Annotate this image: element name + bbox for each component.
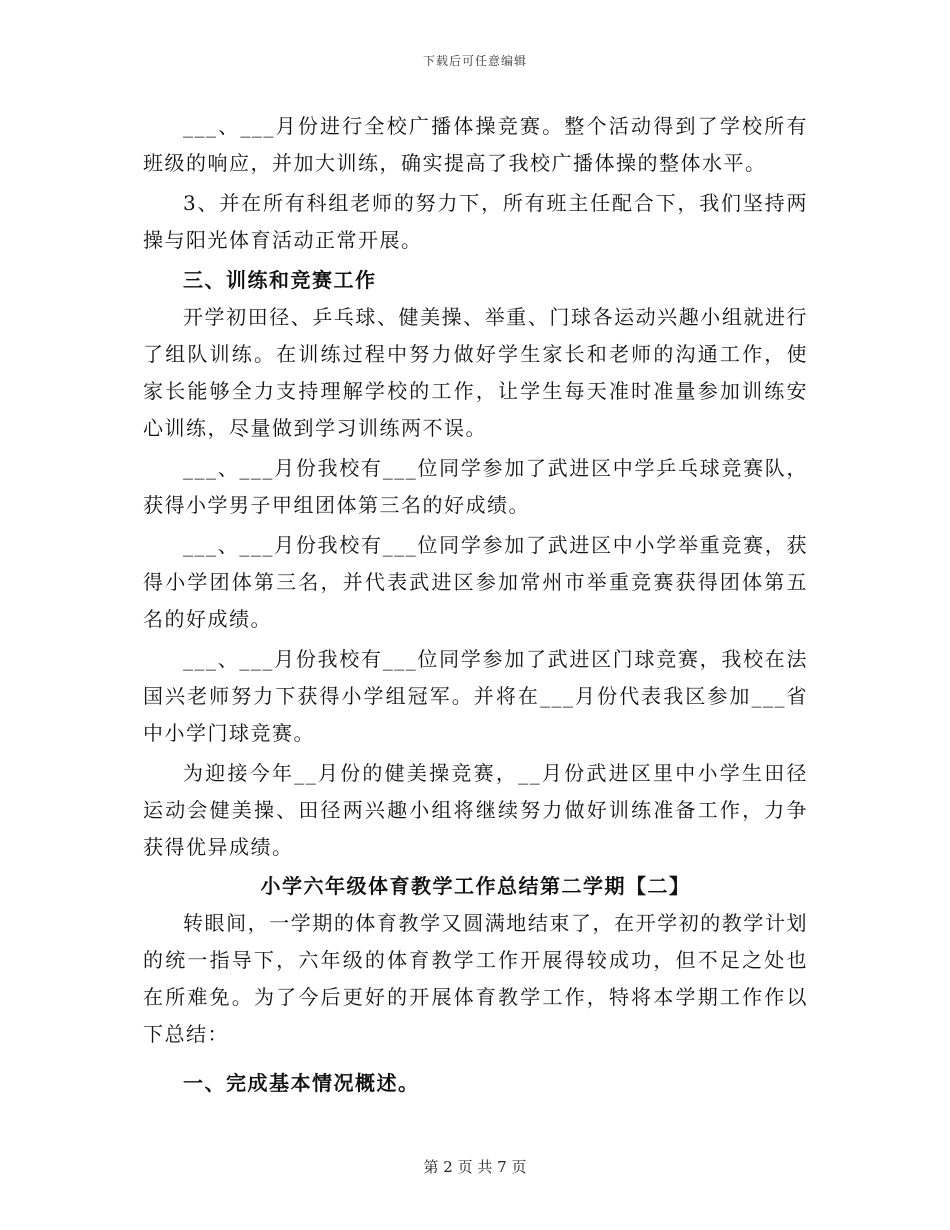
paragraph-semester-summary: 转眼间，一学期的体育教学又圆满地结束了，在开学初的教学计划的统一指导下，六年级的体育教学工作开展得较成功，但不足之处也在所难免。为了今后更好的开展体育教学工作，特将本学期工作作以下总结： — [143, 911, 808, 1046]
heading-training-competition: 三、训练和竞赛工作 — [183, 268, 377, 292]
paragraph-two-exercises: 3、并在所有科组老师的努力下，所有班主任配合下，我们坚持两操与阳光体育活动正常开展。 — [143, 191, 808, 252]
page-number: 第 2 页 共 7 页 — [423, 1158, 527, 1176]
paragraph-table-tennis: ___、___月份我校有___位同学参加了武进区中学乒乓球竞赛队，获得小学男子甲组团体第三名的好成绩。 — [143, 456, 808, 517]
paragraph-interest-groups: 开学初田径、乒乓球、健美操、举重、门球各运动兴趣小组就进行了组队训练。在训练过程中努力做好学生家长和老师的沟通工作，使家长能够全力支持理解学校的工作，让学生每天准时准量参加训练安心训练，尽量做到学习训练两不误。 — [143, 305, 808, 440]
paragraph-aerobics-track: 为迎接今年__月份的健美操竞赛，__月份武进区里中小学生田径运动会健美操、田径两兴趣小组将继续努力做好训练准备工作，力争获得优异成绩。 — [143, 761, 808, 859]
document-body — [143, 108, 808, 1102]
section-title: 小学六年级体育教学工作总结第二学期【二】 — [260, 874, 691, 898]
paragraph-broadcast-gymnastics: ___、___月份进行全校广播体操竞赛。整个活动得到了学校所有班级的响应，并加大训练，确实提高了我校广播体操的整体水平。 — [143, 114, 808, 175]
paragraph-weightlifting: ___、___月份我校有___位同学参加了武进区中小学举重竞赛，获得小学团体第三名，并代表武进区参加常州市举重竞赛获得团体第五名的好成绩。 — [143, 533, 808, 631]
page-header: 下载后可任意编辑 — [422, 54, 527, 68]
heading-basic-overview: 一、完成基本情况概述。 — [183, 1071, 420, 1095]
paragraph-gateball: ___、___月份我校有___位同学参加了武进区门球竞赛，我校在法国兴老师努力下获得小学组冠军。并将在___月份代表我区参加___省中小学门球竞赛。 — [143, 647, 808, 745]
